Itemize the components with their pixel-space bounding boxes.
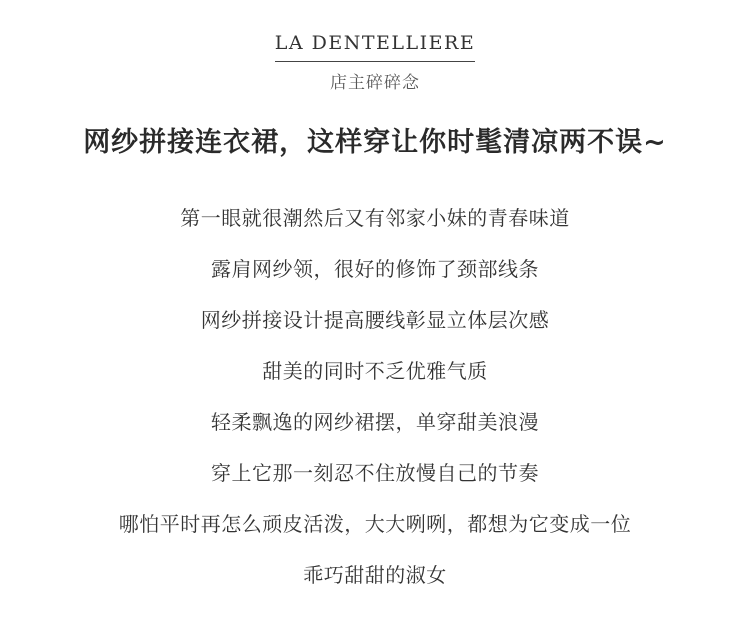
brand-block [0, 30, 750, 95]
brand-subtitle: 店主碎碎念 [330, 73, 420, 93]
description-line: 哪怕平时再怎么顽皮活泼，大大咧咧，都想为它变成一位 [118, 512, 632, 536]
description-line: 轻柔飘逸的网纱裙摆，单穿甜美浪漫 [211, 410, 539, 434]
description-line: 穿上它那一刻忍不住放慢自己的节奏 [211, 461, 539, 485]
brand-title: LA DENTELLIERE [275, 30, 475, 62]
description-lines [0, 198, 750, 606]
description-line: 甜美的同时不乏优雅气质 [262, 359, 488, 383]
description-line: 乖巧甜甜的淑女 [303, 563, 447, 587]
description-line: 网纱拼接设计提高腰线彰显立体层次感 [200, 308, 550, 332]
description-line: 露肩网纱领，很好的修饰了颈部线条 [211, 257, 539, 281]
description-line: 第一眼就很潮然后又有邻家小妹的青春味道 [180, 206, 570, 230]
page-headline: 网纱拼接连衣裙，这样穿让你时髦清凉两不误~ [83, 127, 667, 158]
